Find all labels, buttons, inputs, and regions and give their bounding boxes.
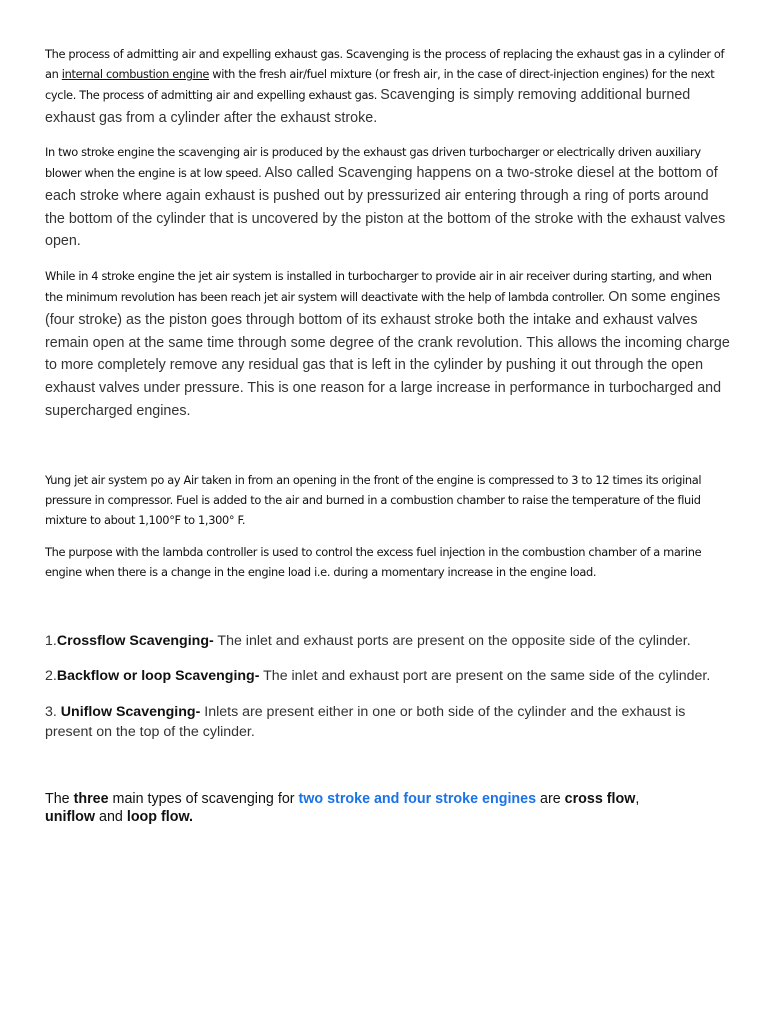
summary-types-of-scavenging xyxy=(45,790,665,826)
summary-text: main types of scavenging for xyxy=(108,791,299,807)
list-item-term: Crossflow Scavenging- xyxy=(56,633,214,649)
paragraph-text-large: Also called Scavenging happens on a two-stroke diesel at the bottom of each stroke where again exhaust is pushed out by pressurized air entering through a ring of ports around the bottom of the cylinder that is uncovered by the piston at the bottom of the stroke with the exhaust valves open. xyxy=(45,165,726,250)
summary-bold-three: three xyxy=(73,791,109,807)
list-item-number: 1. xyxy=(45,633,57,649)
paragraph-two-stroke xyxy=(45,142,730,253)
summary-text: , xyxy=(635,791,640,807)
summary-bold-cross-flow: cross flow xyxy=(564,791,636,807)
paragraph-scavenging-definition xyxy=(45,44,730,130)
paragraph-text-large: On some engines (four stroke) as the piston goes through bottom of its exhaust stroke both the intake and exhaust valves remain open at the same time through some degree of the crank revolution. This allows the incoming charge to more completely remove any residual gas that is left in the cylinder by pushing it out through the open exhaust valves under pressure. This is one reason for a large increase in performance in turbocharged and supercharged engines. xyxy=(45,289,730,419)
paragraph-text-small: In two stroke engine the scavenging air is produced by the exhaust gas driven turbocharger or electrically driven auxiliary blower when the engine is at low speed. xyxy=(45,145,701,180)
paragraph-text-large: Scavenging is simply removing additional burned exhaust gas from a cylinder after the exhaust stroke. xyxy=(45,87,691,126)
list-item-term: Backflow or loop Scavenging- xyxy=(56,668,260,684)
list-item-text: The inlet and exhaust ports are present on the opposite side of the cylinder. xyxy=(213,633,691,649)
paragraph-text-small: While in 4 stroke engine the jet air system is installed in turbocharger to provide air in air receiver during starting, and when the minimum revolution has been reach jet air system will deactivate with the help of lambda controller. xyxy=(45,269,712,304)
summary-bold-uniflow: uniflow xyxy=(45,809,96,825)
two-and-four-stroke-engines-link[interactable]: two stroke and four stroke engines xyxy=(298,791,537,807)
list-item-text: Inlets are present either in one or both side of the cylinder and the exhaust is present on the top of the cylinder. xyxy=(45,704,686,740)
list-item-backflow xyxy=(45,666,730,686)
summary-text: and xyxy=(95,809,127,825)
paragraph-text-small-continued: with the fresh air/fuel mixture (or fresh air, in the case of direct-injection engines) for the next cycle. The process of admitting air and expelling exhaust gas. xyxy=(45,67,715,102)
list-item-number: 2. xyxy=(45,668,57,684)
paragraph-four-stroke xyxy=(45,266,730,423)
summary-text: are xyxy=(536,791,565,807)
paragraph-lambda-controller: The purpose with the lambda controller is used to control the excess fuel injection in the combustion chamber of a marine engine when there is a change in the engine load i.e. during a momentary increase in the engine load. xyxy=(45,545,702,579)
summary-text: The xyxy=(45,791,74,807)
list-item-number: 3. xyxy=(45,704,61,720)
list-item-crossflow xyxy=(45,631,730,651)
paragraph-jet-air-system: Yung jet air system po ay Air taken in from an opening in the front of the engine is compressed to 3 to 12 times its original pressure in compressor. Fuel is added to the air and burned in a combustion chamber to raise the temperature of the fluid mixture to about 1,100°F to 1,300° F. xyxy=(45,473,702,527)
internal-combustion-engine-link[interactable]: internal combustion engine xyxy=(61,67,210,81)
summary-bold-loop-flow: loop flow. xyxy=(126,809,194,825)
paragraph-text-small: The process of admitting air and expelling exhaust gas. Scavenging is the process of replacing the exhaust gas in a cylinder of an xyxy=(45,47,725,81)
list-item-term: Uniflow Scavenging- xyxy=(60,704,201,720)
list-item-uniflow xyxy=(45,702,730,742)
list-item-text: The inlet and exhaust port are present on the same side of the cylinder. xyxy=(259,668,711,684)
